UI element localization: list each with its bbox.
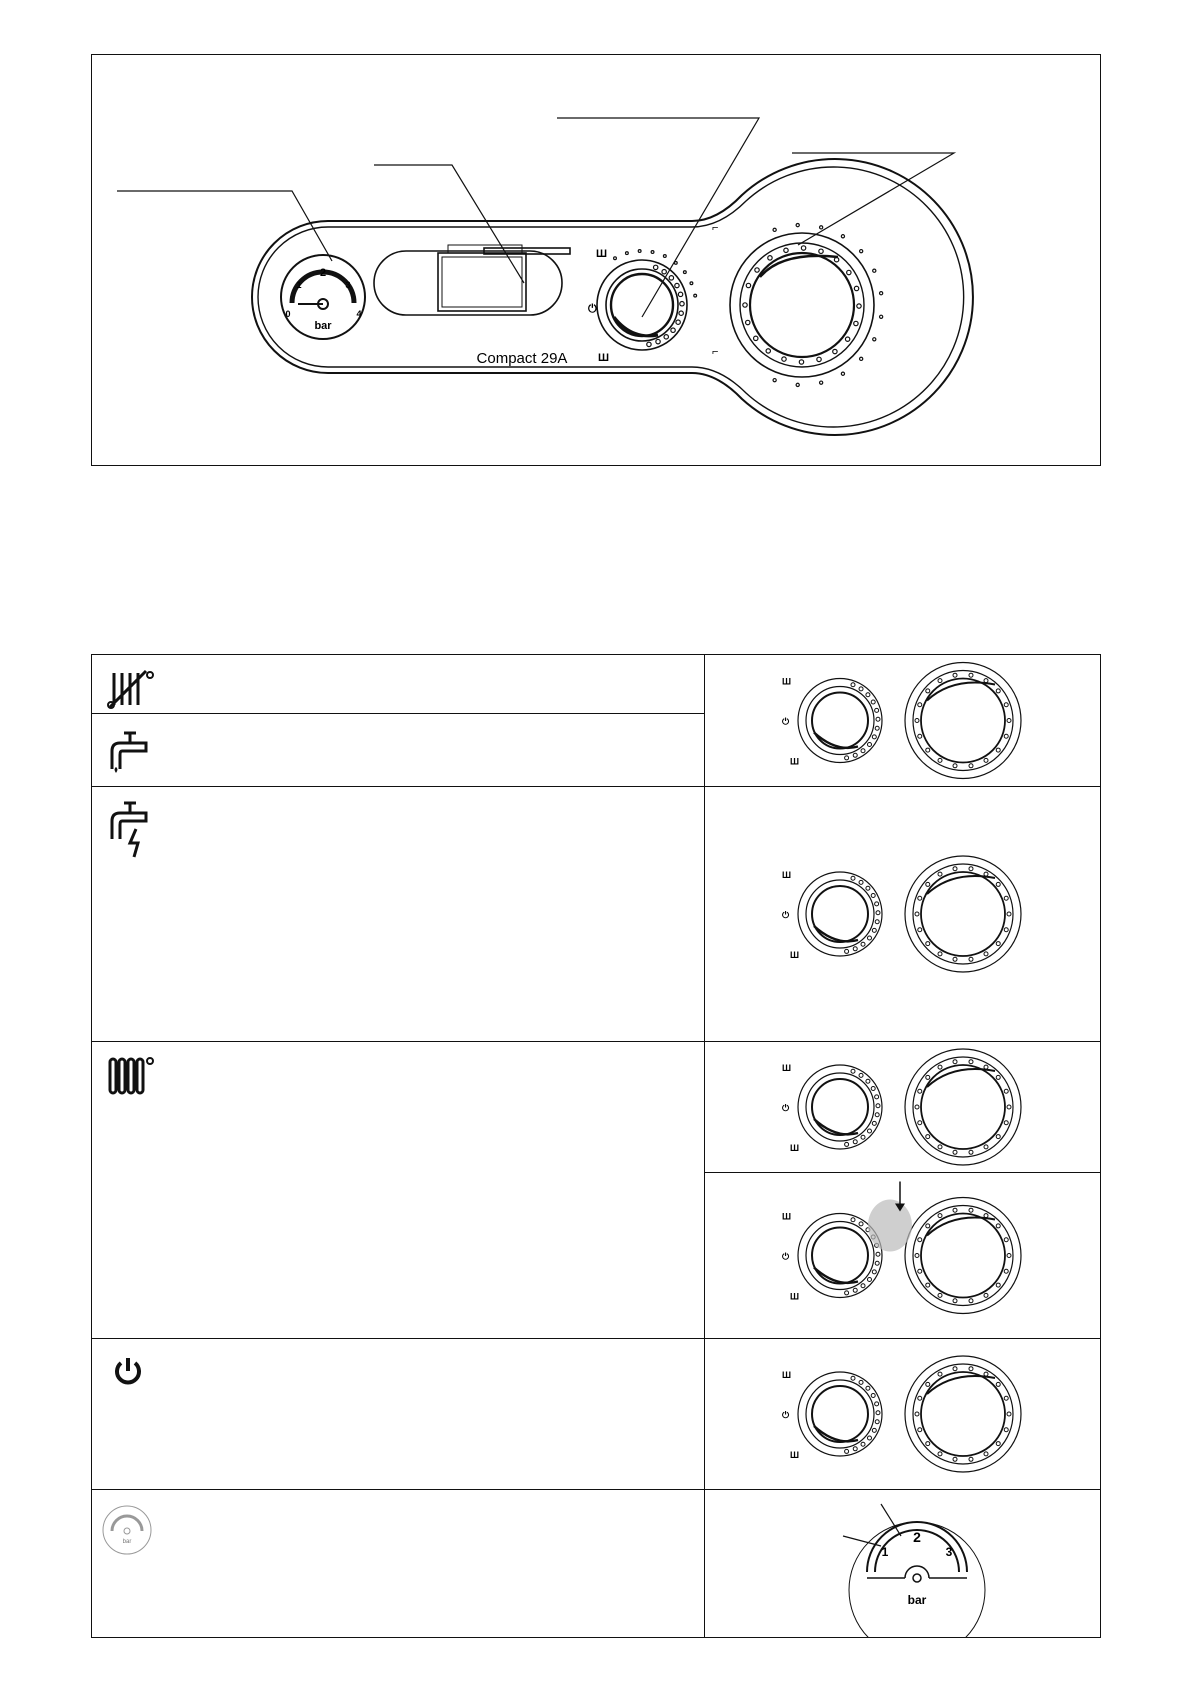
dial-dot bbox=[861, 1442, 865, 1446]
dial-dot bbox=[859, 1073, 863, 1077]
dial-dot bbox=[671, 328, 675, 332]
dial-dot bbox=[841, 235, 844, 238]
svg-text:⏻: ⏻ bbox=[782, 716, 790, 727]
dial-dot bbox=[871, 894, 875, 898]
dial-dot bbox=[1004, 1238, 1008, 1242]
dial-dot bbox=[938, 1372, 942, 1376]
dial-dot bbox=[841, 372, 844, 375]
dial-dot bbox=[984, 1214, 988, 1218]
dial-dot bbox=[984, 952, 988, 956]
dial-dot bbox=[873, 338, 876, 341]
dial-dot bbox=[782, 357, 786, 361]
dial-dot bbox=[1004, 734, 1008, 738]
dial-dot bbox=[926, 1283, 930, 1287]
tap-boost-icon bbox=[106, 799, 160, 859]
dial-dot bbox=[876, 911, 880, 915]
dial-dot bbox=[867, 936, 871, 940]
dial-dot bbox=[796, 383, 799, 386]
dial-dot bbox=[969, 1208, 973, 1212]
temp-symbol-tap-top: ⌐ bbox=[712, 222, 719, 234]
dial-dot bbox=[918, 734, 922, 738]
dial-dot bbox=[1007, 912, 1011, 916]
dial-dot bbox=[938, 1452, 942, 1456]
dial-dot bbox=[926, 942, 930, 946]
dial-dot bbox=[969, 1060, 973, 1064]
dial-dot bbox=[678, 292, 682, 296]
dial-dot bbox=[857, 304, 861, 308]
leader-line-temp-knob bbox=[792, 153, 954, 245]
dial-dot bbox=[676, 320, 680, 324]
dial-dot bbox=[866, 1079, 870, 1083]
dial-dot bbox=[614, 257, 617, 260]
dial-dot bbox=[953, 1150, 957, 1154]
function-table bbox=[91, 654, 1101, 1638]
dial-dot bbox=[953, 1208, 957, 1212]
dial-dot bbox=[872, 1270, 876, 1274]
dial-dot bbox=[679, 311, 683, 315]
power-icon bbox=[112, 1355, 144, 1387]
dial-dot bbox=[984, 1452, 988, 1456]
svg-text:Ш: Ш bbox=[782, 676, 792, 687]
dial-dot bbox=[926, 748, 930, 752]
dial-dot bbox=[768, 256, 772, 260]
dial-dot bbox=[867, 742, 871, 746]
dial-dot bbox=[860, 250, 863, 253]
selector-symbol-power: ⏻ bbox=[588, 303, 597, 315]
svg-text:Ш: Ш bbox=[782, 870, 792, 880]
dial-dot bbox=[926, 882, 930, 886]
dial-dot bbox=[926, 1382, 930, 1386]
svg-text:bar: bar bbox=[122, 1539, 132, 1545]
dial-dot bbox=[918, 1428, 922, 1432]
dial-dot bbox=[861, 1135, 865, 1139]
dial-dot bbox=[876, 1104, 880, 1108]
dial-dot bbox=[845, 337, 849, 341]
tap-icon bbox=[106, 727, 156, 775]
dial-dot bbox=[996, 748, 1000, 752]
dial-dot bbox=[859, 880, 863, 884]
dial-dot bbox=[662, 269, 666, 273]
dial-dot bbox=[996, 1224, 1000, 1228]
dial-dot bbox=[984, 1065, 988, 1069]
dial-dot bbox=[664, 335, 668, 339]
dial-dot bbox=[766, 349, 770, 353]
dial-dot bbox=[953, 1299, 957, 1303]
dial-dot bbox=[853, 753, 857, 757]
dial-dot bbox=[969, 1457, 973, 1461]
dial-dot bbox=[915, 719, 919, 723]
dial-dot bbox=[1007, 1105, 1011, 1109]
dial-dot bbox=[1004, 703, 1008, 707]
dial-dot bbox=[653, 265, 657, 269]
dial-dot bbox=[690, 282, 693, 285]
dial-dot bbox=[871, 1394, 875, 1398]
dial-dot bbox=[851, 683, 855, 687]
dial-dot bbox=[854, 321, 858, 325]
dial-dot bbox=[996, 1283, 1000, 1287]
dial-dot bbox=[996, 1442, 1000, 1446]
detail-tick-3: 3 bbox=[945, 1545, 953, 1559]
dial-dot bbox=[801, 246, 805, 250]
dial-dot bbox=[938, 679, 942, 683]
dial-dot bbox=[853, 1140, 857, 1144]
dial-dot bbox=[773, 228, 776, 231]
dial-dot bbox=[683, 271, 686, 274]
dial-dot bbox=[1007, 1254, 1011, 1258]
dial-dot bbox=[918, 1238, 922, 1242]
dial-dot bbox=[674, 261, 677, 264]
dial-dot bbox=[984, 872, 988, 876]
dial-dot bbox=[876, 717, 880, 721]
dial-dot bbox=[834, 257, 838, 261]
dial-dot bbox=[875, 1420, 879, 1424]
dial-dot bbox=[845, 756, 849, 760]
gauge-tick-2: 2 bbox=[319, 267, 327, 279]
gauge-tick-0: 0 bbox=[285, 309, 291, 319]
dial-dot bbox=[1004, 1269, 1008, 1273]
dial-dot bbox=[1004, 928, 1008, 932]
dial-dot bbox=[915, 912, 919, 916]
dial-dot bbox=[669, 276, 673, 280]
dial-dot bbox=[880, 315, 883, 318]
dial-dot bbox=[861, 942, 865, 946]
dial-dot bbox=[1007, 719, 1011, 723]
dial-dot bbox=[875, 1261, 879, 1265]
pressure-gauge-icon bbox=[100, 1503, 154, 1557]
svg-text:⏻: ⏻ bbox=[782, 1103, 790, 1113]
leader-line-display bbox=[374, 165, 524, 283]
svg-text:Ш: Ш bbox=[782, 1063, 792, 1073]
svg-text:Ш: Ш bbox=[782, 1211, 792, 1222]
dial-dot bbox=[859, 1222, 863, 1226]
dial-dot bbox=[953, 867, 957, 871]
knob-figure-1 bbox=[705, 655, 1101, 786]
dial-dot bbox=[926, 1135, 930, 1139]
dial-dot bbox=[938, 952, 942, 956]
detail-unit: bar bbox=[907, 1593, 927, 1607]
dial-dot bbox=[915, 1412, 919, 1416]
dial-dot bbox=[860, 357, 863, 360]
dial-dot bbox=[938, 872, 942, 876]
dial-dot bbox=[996, 1075, 1000, 1079]
svg-text:Ш: Ш bbox=[790, 950, 800, 960]
dial-dot bbox=[996, 882, 1000, 886]
svg-text:⏻: ⏻ bbox=[782, 1251, 790, 1262]
dial-dot bbox=[625, 252, 628, 255]
dial-dot bbox=[845, 1142, 849, 1146]
pressure-gauge bbox=[281, 255, 365, 339]
dial-dot bbox=[859, 1380, 863, 1384]
dial-dot bbox=[847, 270, 851, 274]
dial-dot bbox=[861, 749, 865, 753]
dial-dot bbox=[876, 1252, 880, 1256]
radiator-tap-combined-icon bbox=[106, 667, 156, 709]
gauge-tick-1: 1 bbox=[296, 280, 302, 290]
control-panel-drawing bbox=[92, 55, 1100, 465]
dial-dot bbox=[647, 342, 651, 346]
dial-dot bbox=[845, 1449, 849, 1453]
dial-dot bbox=[918, 703, 922, 707]
dial-dot bbox=[953, 764, 957, 768]
dial-dot bbox=[918, 1089, 922, 1093]
dial-dot bbox=[773, 379, 776, 382]
dial-dot bbox=[969, 1367, 973, 1371]
dial-dot bbox=[854, 286, 858, 290]
dial-dot bbox=[953, 957, 957, 961]
dial-dot bbox=[743, 303, 747, 307]
dial-dot bbox=[872, 928, 876, 932]
dial-dot bbox=[651, 251, 654, 254]
dial-dot bbox=[833, 349, 837, 353]
dial-dot bbox=[867, 1277, 871, 1281]
dial-dot bbox=[680, 302, 684, 306]
dial-dot bbox=[1004, 1089, 1008, 1093]
dial-dot bbox=[953, 1457, 957, 1461]
dial-dot bbox=[820, 381, 823, 384]
dial-dot bbox=[663, 255, 666, 258]
dial-dot bbox=[926, 1224, 930, 1228]
dial-dot bbox=[996, 942, 1000, 946]
dial-dot bbox=[871, 700, 875, 704]
dial-dot bbox=[875, 1113, 879, 1117]
svg-text:Ш: Ш bbox=[782, 1370, 792, 1380]
dial-dot bbox=[867, 1436, 871, 1440]
detail-tick-2: 2 bbox=[913, 1529, 921, 1545]
knob-figure-2 bbox=[705, 787, 1101, 1041]
dial-dot bbox=[984, 1293, 988, 1297]
dial-dot bbox=[984, 679, 988, 683]
dial-dot bbox=[953, 1367, 957, 1371]
dial-dot bbox=[938, 1065, 942, 1069]
dial-dot bbox=[851, 876, 855, 880]
dial-dot bbox=[875, 920, 879, 924]
dial-dot bbox=[867, 1129, 871, 1133]
dial-dot bbox=[799, 360, 803, 364]
dial-dot bbox=[915, 1105, 919, 1109]
svg-text:Ш: Ш bbox=[790, 1143, 800, 1153]
leader-line-selector bbox=[557, 118, 759, 317]
dial-dot bbox=[656, 339, 660, 343]
dial-dot bbox=[938, 1145, 942, 1149]
svg-text:⏻: ⏻ bbox=[782, 910, 790, 920]
dial-dot bbox=[918, 896, 922, 900]
svg-text:⏻: ⏻ bbox=[782, 1410, 790, 1420]
dial-dot bbox=[880, 292, 883, 295]
dial-dot bbox=[845, 949, 849, 953]
dial-dot bbox=[996, 689, 1000, 693]
gauge-tick-4: 4 bbox=[356, 309, 362, 319]
dial-dot bbox=[866, 886, 870, 890]
dial-dot bbox=[796, 224, 799, 227]
dial-dot bbox=[851, 1376, 855, 1380]
dial-dot bbox=[918, 1121, 922, 1125]
temp-symbol-tap-bottom: ⌐ bbox=[712, 346, 719, 358]
dial-dot bbox=[1004, 1396, 1008, 1400]
dial-dot bbox=[1004, 896, 1008, 900]
dial-dot bbox=[984, 1372, 988, 1376]
dial-dot bbox=[953, 1060, 957, 1064]
dial-dot bbox=[875, 1402, 879, 1406]
dial-dot bbox=[984, 758, 988, 762]
dial-dot bbox=[953, 673, 957, 677]
dial-dot bbox=[969, 673, 973, 677]
svg-text:Ш: Ш bbox=[790, 756, 800, 767]
knob-figure-3 bbox=[705, 1042, 1101, 1172]
dial-dot bbox=[1004, 1121, 1008, 1125]
control-panel-figure bbox=[91, 54, 1101, 466]
dial-dot bbox=[819, 249, 823, 253]
dial-dot bbox=[675, 283, 679, 287]
gauge-unit: bar bbox=[314, 320, 332, 332]
dial-dot bbox=[984, 1145, 988, 1149]
selector-symbol-bottom: Ш bbox=[598, 352, 610, 364]
dial-dot bbox=[872, 735, 876, 739]
radiator-icon bbox=[106, 1055, 156, 1099]
dial-dot bbox=[926, 1442, 930, 1446]
model-label: Compact 29A bbox=[476, 350, 568, 367]
dial-dot bbox=[873, 269, 876, 272]
dial-dot bbox=[875, 726, 879, 730]
dial-dot bbox=[866, 1386, 870, 1390]
dial-dot bbox=[969, 957, 973, 961]
dial-dot bbox=[969, 764, 973, 768]
dial-dot bbox=[746, 320, 750, 324]
knob-figure-5 bbox=[705, 1339, 1101, 1489]
dial-dot bbox=[694, 294, 697, 297]
display-window bbox=[374, 245, 570, 315]
dial-dot bbox=[866, 693, 870, 697]
knob-figure-4 bbox=[705, 1173, 1101, 1338]
dial-dot bbox=[996, 1382, 1000, 1386]
dial-dot bbox=[918, 928, 922, 932]
dial-dot bbox=[817, 357, 821, 361]
dial-dot bbox=[926, 1075, 930, 1079]
dial-dot bbox=[853, 1447, 857, 1451]
selector-symbol-top: Ш bbox=[596, 248, 608, 260]
dial-dot bbox=[875, 1095, 879, 1099]
dial-dot bbox=[969, 1299, 973, 1303]
dial-dot bbox=[861, 1284, 865, 1288]
dial-dot bbox=[938, 1293, 942, 1297]
dial-dot bbox=[853, 1288, 857, 1292]
dial-dot bbox=[969, 1150, 973, 1154]
dial-dot bbox=[875, 902, 879, 906]
dial-dot bbox=[755, 268, 759, 272]
dial-dot bbox=[918, 1396, 922, 1400]
dial-dot bbox=[754, 336, 758, 340]
dial-dot bbox=[875, 708, 879, 712]
dial-dot bbox=[918, 1269, 922, 1273]
dial-dot bbox=[820, 226, 823, 229]
dial-dot bbox=[1004, 1428, 1008, 1432]
dial-dot bbox=[851, 1218, 855, 1222]
dial-dot bbox=[845, 1291, 849, 1295]
dial-dot bbox=[871, 1087, 875, 1091]
dial-dot bbox=[859, 687, 863, 691]
dial-dot bbox=[938, 758, 942, 762]
dial-dot bbox=[851, 1069, 855, 1073]
svg-text:Ш: Ш bbox=[790, 1291, 800, 1302]
dial-dot bbox=[926, 689, 930, 693]
dial-dot bbox=[784, 248, 788, 252]
dial-dot bbox=[996, 1135, 1000, 1139]
dial-dot bbox=[746, 283, 750, 287]
svg-text:Ш: Ш bbox=[790, 1450, 800, 1460]
dial-dot bbox=[872, 1428, 876, 1432]
dial-dot bbox=[915, 1254, 919, 1258]
mode-selector-knob[interactable] bbox=[588, 248, 697, 364]
detail-tick-1: 1 bbox=[881, 1545, 889, 1559]
dial-dot bbox=[938, 1214, 942, 1218]
gauge-tick-3: 3 bbox=[345, 280, 351, 290]
dial-dot bbox=[876, 1411, 880, 1415]
dial-dot bbox=[872, 1121, 876, 1125]
temperature-knob[interactable] bbox=[712, 222, 883, 386]
dial-dot bbox=[1007, 1412, 1011, 1416]
dial-dot bbox=[969, 867, 973, 871]
dial-dot bbox=[853, 947, 857, 951]
dial-dot bbox=[638, 250, 641, 253]
row-line-1 bbox=[92, 713, 704, 714]
gauge-detail-figure bbox=[705, 1490, 1101, 1638]
